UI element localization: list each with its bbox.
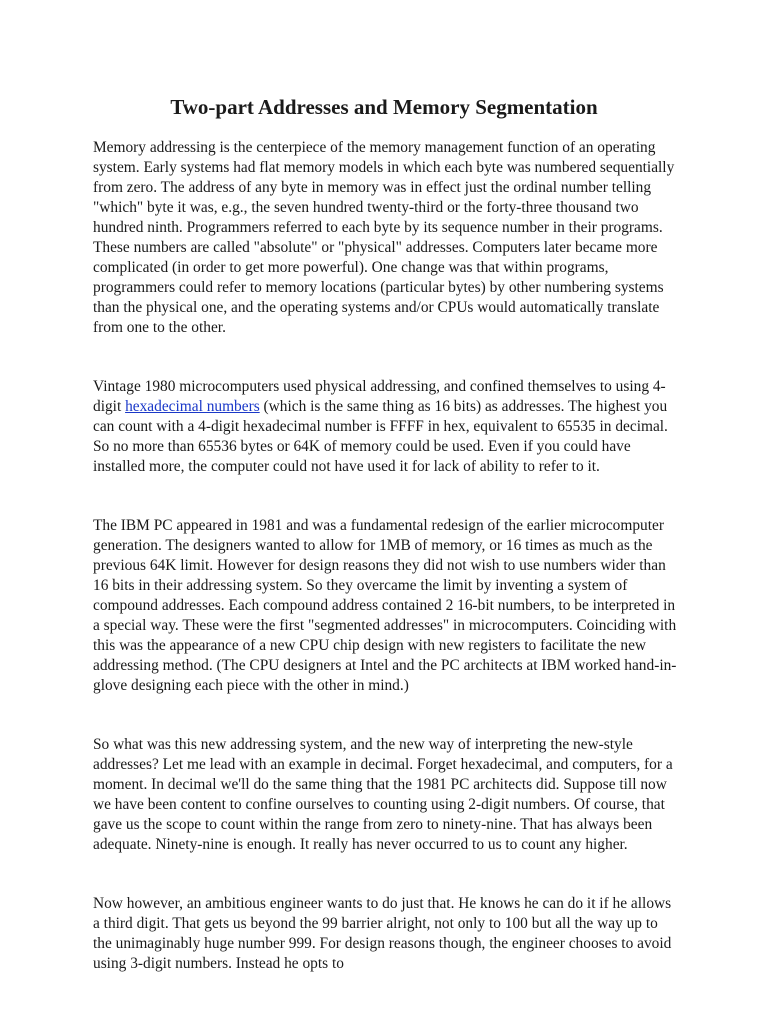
paragraph-2-text-before-link: Vintage 1980 microcomputers used physical addressing, and confined themselves to using 4-digit: [93, 378, 666, 415]
paragraph-2-text-after-link: (which is the same thing as 16 bits) as addresses. The highest you can count with a 4-digit hexadecimal number is FFFF in hex, equivalent to 65535 in decimal. So no more than 65536 bytes or 64K of memory could be used. Even if you could have installed more, the computer could not have used it for lack of ability to refer to it.: [93, 398, 668, 475]
paragraph-2: [93, 377, 677, 477]
paragraph-5: Now however, an ambitious engineer wants to do just that. He knows he can do it if he allows a third digit. That gets us beyond the 99 barrier alright, not only to 100 but all the way up to the unimaginably huge number 999. For design reasons though, the engineer chooses to avoid using 3-digit numbers. Instead he opts to: [93, 895, 672, 972]
paragraph-3: The IBM PC appeared in 1981 and was a fundamental redesign of the earlier microcomputer generation. The designers wanted to allow for 1MB of memory, or 16 times as much as the previous 64K limit. However for design reasons they did not wish to use numbers wider than 16 bits in their addressing system. So they overcame the limit by inventing a system of compound addresses. Each compound address contained 2 16-bit numbers, to be interpreted in a special way. These were the first "segmented addresses" in microcomputers. Coinciding with this was the appearance of a new CPU chip design with new registers to facilitate the new addressing method. (The CPU designers at Intel and the PC architects at IBM worked hand-in-glove designing each piece with the other in mind.): [93, 517, 677, 694]
hexadecimal-numbers-link[interactable]: hexadecimal numbers: [125, 398, 260, 415]
paragraph-4: So what was this new addressing system, and the new way of interpreting the new-style addresses? Let me lead with an example in decimal. Forget hexadecimal, and computers, for a moment. In decimal we'll do the same thing that the 1981 PC architects did. Suppose till now we have been content to confine ourselves to counting using 2-digit numbers. Of course, that gave us the scope to count within the range from zero to ninety-nine. That has always been adequate. Ninety-nine is enough. It really has never occurred to us to count any higher.: [93, 736, 673, 853]
page-title: Two-part Addresses and Memory Segmentation: [170, 95, 598, 119]
paragraph-1: Memory addressing is the centerpiece of the memory management function of an operating system. Early systems had flat memory models in which each byte was numbered sequentially from zero. The address of any byte in memory was in effect just the ordinal number telling "which" byte it was, e.g., the seven hundred twenty-third or the forty-three thousand two hundred ninth. Programmers referred to each byte by its sequence number in their programs. These numbers are called "absolute" or "physical" addresses. Computers later became more complicated (in order to get more powerful). One change was that within programs, programmers could refer to memory locations (particular bytes) by other numbering systems than the physical one, and the operating systems and/or CPUs would automatically translate from one to the other.: [93, 139, 675, 336]
